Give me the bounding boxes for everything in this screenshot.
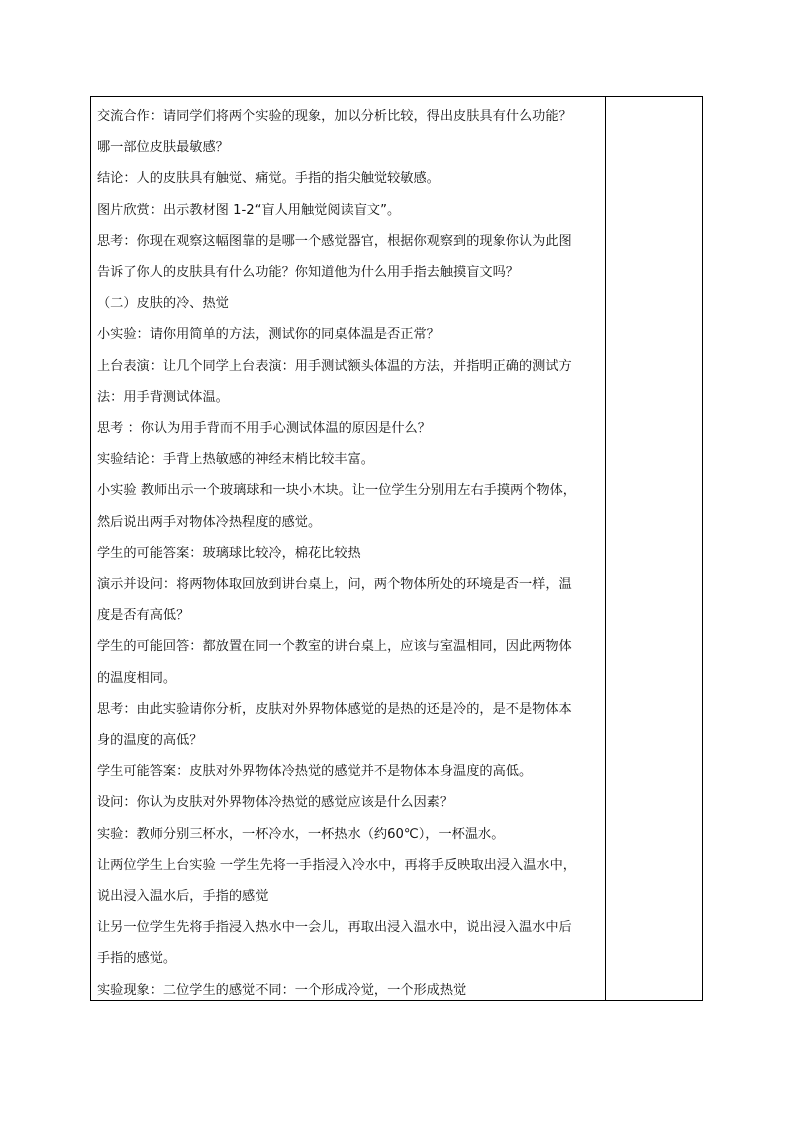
text-line: 学生的可能回答：都放置在同一个教室的讲台桌上，应该与室温相同，因此两物体 — [97, 639, 572, 655]
text-line: 交流合作：请同学们将两个实验的现象，加以分析比较，得出皮肤具有什么功能？ — [97, 109, 572, 124]
text-line: 法：用手背测试体温。 — [97, 389, 229, 405]
text-line: 哪一部位皮肤最敏感？ — [97, 140, 229, 156]
paragraph — [97, 975, 602, 1006]
paragraph — [97, 351, 602, 413]
text-line: （二）皮肤的冷、热觉 — [97, 296, 229, 312]
text-line: 身的温度的高低？ — [97, 733, 203, 749]
text-line: 让两位学生上台实验 一学生先将一手指浸入冷水中，再将手反映取出浸入温水中， — [97, 857, 576, 873]
text-line: 思考：你现在观察这幅图靠的是哪一个感觉器官，根据你观察到的现象你认为此图 — [97, 233, 572, 249]
text-line: 设问：你认为皮肤对外界物体冷热觉的感觉应该是什么因素？ — [97, 795, 454, 811]
paragraph — [97, 538, 602, 569]
paragraph — [97, 319, 602, 350]
text-line: 手指的感觉。 — [97, 951, 177, 967]
paragraph — [97, 101, 602, 163]
paragraph — [97, 912, 602, 974]
text-line: 思考 ：你认为用手背而不用手心测试体温的原因是什么？ — [97, 421, 431, 437]
text-line: 演示并设问：将两物体取回放到讲台桌上，问，两个物体所处的环境是否一样，温 — [97, 577, 572, 593]
text-line: 思考：由此实验请你分析，皮肤对外界物体感觉的是热的还是冷的，是不是物体本 — [97, 701, 572, 717]
text-line: 学生的可能答案：玻璃球比较冷，棉花比较热 — [97, 545, 361, 561]
text-line: 实验现象：二位学生的感觉不同：一个形成冷觉，一个形成热觉 — [97, 982, 467, 998]
paragraph — [97, 163, 602, 194]
text-line: 学生可能答案：皮肤对外界物体冷热觉的感觉并不是物体本身温度的高低。 — [97, 764, 533, 780]
text-line: 小实验 教师出示一个玻璃球和一块小木块。让一位学生分别用左右手摸两个物体， — [97, 483, 576, 499]
text-line: 告诉了你人的皮肤具有什么功能？你知道他为什么用手指去触摸盲文吗？ — [97, 265, 519, 281]
text-line: 然后说出两手对物体冷热程度的感觉。 — [97, 514, 322, 530]
paragraph — [97, 444, 602, 475]
paragraph — [97, 787, 602, 818]
paragraph — [97, 226, 602, 288]
text-line: 实验：教师分别三杯水，一杯冷水，一杯热水（约60℃），一杯温水。 — [97, 826, 505, 842]
paragraph — [97, 819, 602, 850]
lesson-table — [90, 96, 703, 1001]
text-line: 的温度相同。 — [97, 670, 177, 686]
text-line: 度是否有高低？ — [97, 608, 190, 624]
text-line: 让另一位学生先将手指浸入热水中一会儿，再取出浸入温水中，说出浸入温水中后 — [97, 920, 572, 936]
table-cell-empty — [606, 97, 702, 1000]
paragraph — [97, 195, 602, 226]
paragraph — [97, 850, 602, 912]
paragraph — [97, 756, 602, 787]
paragraph — [97, 694, 602, 756]
table-cell-content — [91, 97, 606, 1000]
paragraph — [97, 569, 602, 631]
text-line: 小实验：请你用简单的方法，测试你的同桌体温是否正常？ — [97, 327, 440, 343]
paragraph — [97, 475, 602, 537]
text-line: 说出浸入温水后，手指的感觉 — [97, 889, 269, 905]
text-line: 上台表演：让几个同学上台表演：用手测试额头体温的方法，并指明正确的测试方 — [97, 358, 572, 374]
text-line: 图片欣赏：出示教材图 1-2“盲人用触觉阅读盲文”。 — [97, 202, 401, 218]
lesson-text — [97, 101, 602, 1006]
text-line: 结论：人的皮肤具有触觉、痛觉。手指的指尖触觉较敏感。 — [97, 171, 440, 187]
text-line: 实验结论：手背上热敏感的神经末梢比较丰富。 — [97, 452, 374, 468]
section-heading — [97, 288, 602, 319]
paragraph — [97, 631, 602, 693]
paragraph — [97, 413, 602, 444]
